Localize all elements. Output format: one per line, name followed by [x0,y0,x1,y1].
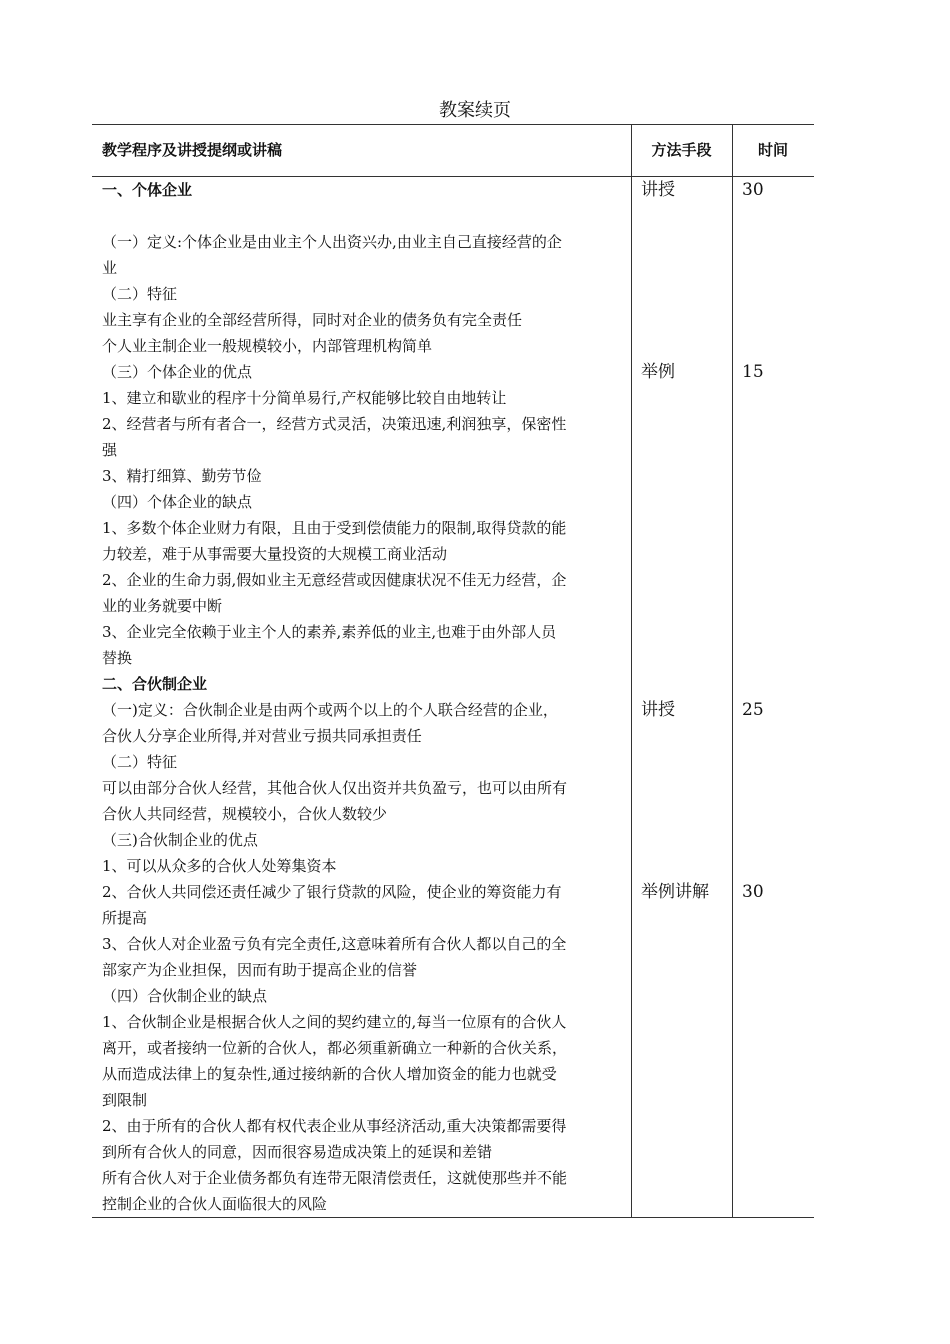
content-line: 强 [102,441,118,459]
content-line: 合伙人共同经营，规模较小，合伙人数较少 [102,805,388,823]
time-cell: 25 [742,700,764,720]
method-cell: 讲授 [641,180,675,200]
content-line: 到限制 [102,1091,148,1109]
content-line: （四）个体企业的缺点 [102,493,253,511]
content-line: 所提高 [102,909,148,927]
time-cell: 30 [742,180,764,200]
content-line: 2、经营者与所有者合一，经营方式灵活，决策迅速,利润独享，保密性 [102,415,567,433]
content-line: 合伙人分享企业所得,并对营业亏损共同承担责任 [102,727,422,745]
content-line: 3、精打细算、勤劳节俭 [102,467,262,485]
content-line: 1、多数个体企业财力有限，且由于受到偿债能力的限制,取得贷款的能 [102,519,567,537]
method-cell: 举例 [641,362,675,382]
content-line: 所有合伙人对于企业债务都负有连带无限清偿责任，这就使那些并不能 [102,1169,568,1187]
header-time-column: 时间 [757,141,788,159]
content-line: 可以由部分合伙人经营，其他合伙人仅出资并共负盈亏，也可以由所有 [102,779,568,797]
content-line: 控制企业的合伙人面临很大的风险 [102,1195,328,1213]
content-line: 到所有合伙人的同意，因而很容易造成决策上的延误和差错 [102,1143,493,1161]
content-line: 力较差，难于从事需要大量投资的大规模工商业活动 [102,545,448,563]
time-cell: 15 [742,362,764,382]
content-line: 部家产为企业担保，因而有助于提高企业的信誉 [102,961,418,979]
content-line: （三)合伙制企业的优点 [102,831,258,849]
column-divider [631,125,632,1217]
content-line: 从而造成法律上的复杂性,通过接纳新的合伙人增加资金的能力也就受 [102,1065,557,1083]
content-line: 个人业主制企业一般规模较小，内部管理机构简单 [102,337,433,355]
content-line: （一）定义:个体企业是由业主个人出资兴办,由业主自己直接经营的企 [102,233,562,251]
column-divider [732,125,733,1217]
content-line: （三）个体企业的优点 [102,363,253,381]
content-line: 1、建立和歇业的程序十分简单易行,产权能够比较自由地转让 [102,389,507,407]
content-line: 替换 [102,649,133,667]
content-line: 1、可以从众多的合伙人处筹集资本 [102,857,337,875]
content-line: 2、企业的生命力弱,假如业主无意经营或因健康状况不佳无力经营，企 [102,571,567,589]
page-title: 教案续页 [439,100,511,121]
content-line: 2、合伙人共同偿还责任减少了银行贷款的风险，使企业的筹资能力有 [102,883,562,901]
method-cell: 举例讲解 [641,882,709,902]
section-title: 一、个体企业 [102,181,193,199]
content-line: （二）特征 [102,285,178,303]
content-line: 1、合伙制企业是根据合伙人之间的契约建立的,每当一位原有的合伙人 [102,1013,567,1031]
content-line: 3、合伙人对企业盈亏负有完全责任,这意味着所有合伙人都以自己的全 [102,935,567,953]
header-method-column: 方法手段 [651,141,712,159]
content-line: （二）特征 [102,753,178,771]
content-line: 3、企业完全依赖于业主个人的素养,素养低的业主,也难于由外部人员 [102,623,557,641]
content-line: （四）合伙制企业的缺点 [102,987,268,1005]
lesson-plan-table [92,124,814,1218]
content-line: 业 [102,259,118,277]
content-line: 离开，或者接纳一位新的合伙人，都必须重新确立一种新的合伙关系， [102,1039,568,1057]
method-cell: 讲授 [641,700,675,720]
content-line: 业的业务就要中断 [102,597,223,615]
time-cell: 30 [742,882,764,902]
lecture-content [102,177,624,1217]
content-line: （一)定义：合伙制企业是由两个或两个以上的个人联合经营的企业， [102,701,558,719]
content-line: 业主享有企业的全部经营所得，同时对企业的债务负有完全责任 [102,311,523,329]
section-title: 二、合伙制企业 [102,675,208,693]
content-line: 2、由于所有的合伙人都有权代表企业从事经济活动,重大决策都需要得 [102,1117,567,1135]
spacer [102,203,624,229]
header-content-column: 教学程序及讲授提纲或讲稿 [102,141,283,159]
